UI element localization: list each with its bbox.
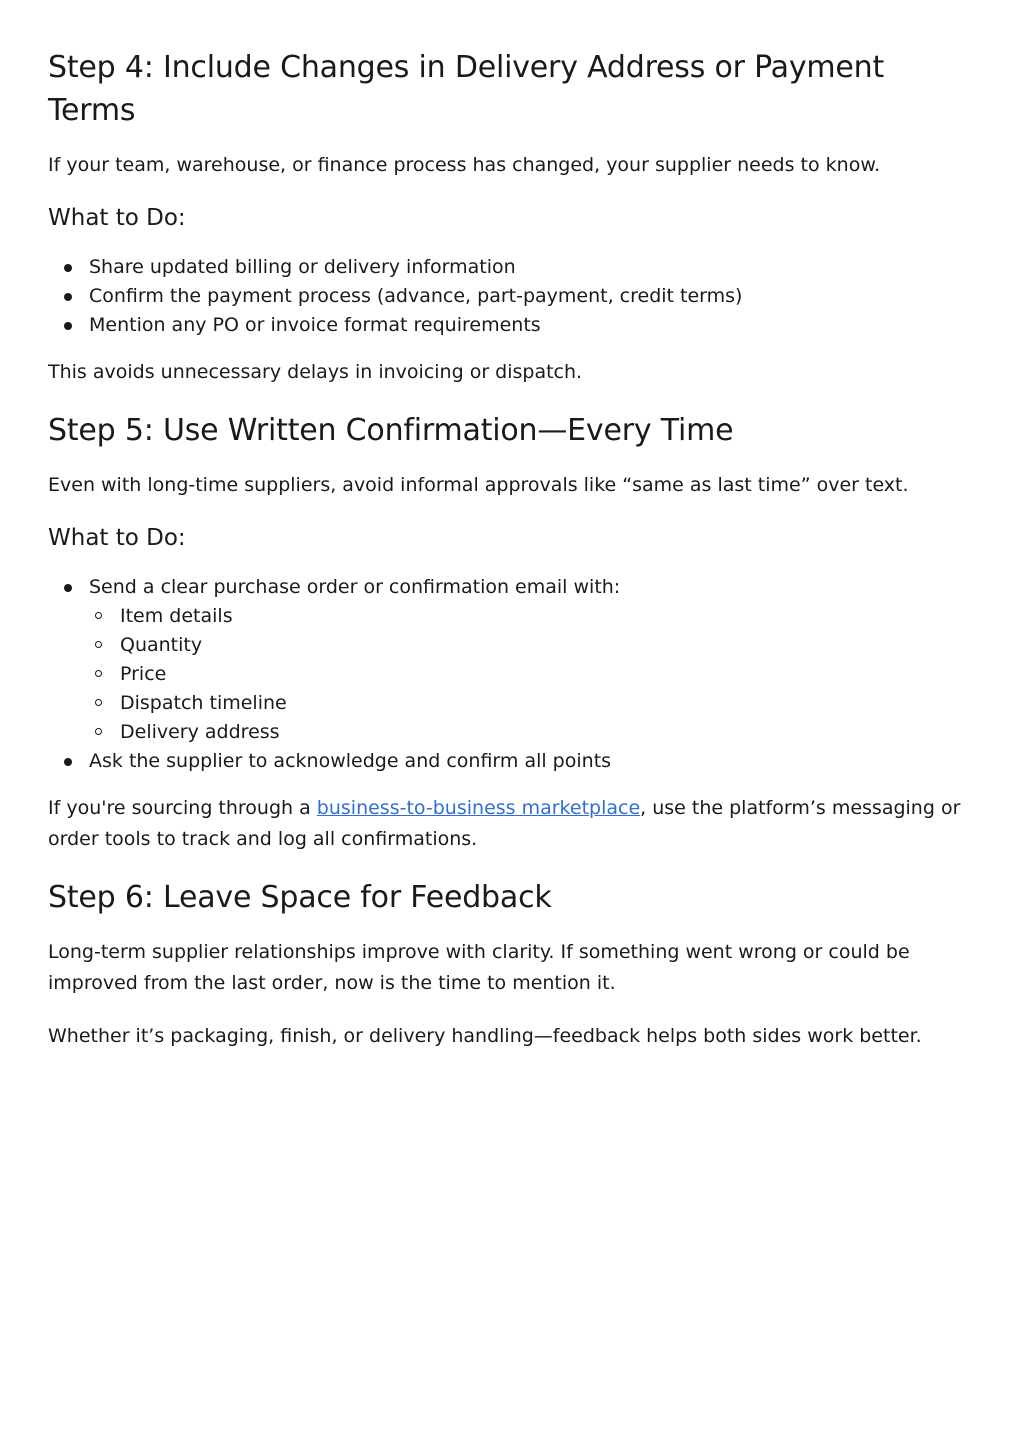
section-step-4	[48, 46, 968, 388]
section-step-6	[48, 876, 968, 1052]
marketplace-link[interactable]: business-to-business marketplace	[316, 797, 641, 819]
circle-bullet-icon	[95, 641, 102, 648]
section-outro: If you're sourcing through a business-to-business marketplace, use the platform’s messaging or order tools to track and log all confirmations.	[48, 797, 961, 850]
section-intro: Even with long-time suppliers, avoid informal approvals like “same as last time” over text.	[48, 474, 909, 496]
circle-bullet-icon	[95, 728, 102, 735]
section-paragraph: Whether it’s packaging, finish, or delivery handling—feedback helps both sides work better.	[48, 1025, 922, 1047]
bullet-icon	[64, 758, 72, 766]
circle-bullet-icon	[95, 612, 102, 619]
list-item: Share updated billing or delivery information	[48, 253, 968, 282]
sub-bullet-list	[89, 602, 968, 747]
section-heading: Step 5: Use Written Confirmation—Every Time	[48, 413, 734, 448]
bullet-list	[48, 253, 968, 340]
bullet-icon	[64, 584, 72, 592]
section-intro: If your team, warehouse, or finance process has changed, your supplier needs to know.	[48, 154, 881, 176]
list-item: Confirm the payment process (advance, part-payment, credit terms)	[48, 282, 968, 311]
section-paragraph: Long-term supplier relationships improve with clarity. If something went wrong or could be improved from the last order, now is the time to mention it.	[48, 941, 910, 994]
section-heading: Step 6: Leave Space for Feedback	[48, 880, 552, 915]
circle-bullet-icon	[95, 670, 102, 677]
sub-list-item: Delivery address	[89, 718, 968, 747]
circle-bullet-icon	[95, 699, 102, 706]
section-step-5	[48, 409, 968, 855]
sub-list-item: Dispatch timeline	[89, 689, 968, 718]
list-item: Send a clear purchase order or confirmation email with: Item details Quantity Price Dispatch timeline Delivery address	[48, 573, 968, 747]
section-heading: Step 4: Include Changes in Delivery Address or Payment Terms	[48, 50, 885, 128]
sub-list-item: Item details	[89, 602, 968, 631]
sub-list-item: Quantity	[89, 631, 968, 660]
bullet-icon	[64, 264, 72, 272]
bullet-icon	[64, 293, 72, 301]
section-outro: This avoids unnecessary delays in invoicing or dispatch.	[48, 361, 583, 383]
section-subheading: What to Do:	[48, 525, 186, 551]
sub-list-item: Price	[89, 660, 968, 689]
bullet-list	[48, 573, 968, 776]
list-item: Ask the supplier to acknowledge and confirm all points	[48, 747, 968, 776]
list-item: Mention any PO or invoice format requirements	[48, 311, 968, 340]
section-subheading: What to Do:	[48, 205, 186, 231]
bullet-icon	[64, 322, 72, 330]
